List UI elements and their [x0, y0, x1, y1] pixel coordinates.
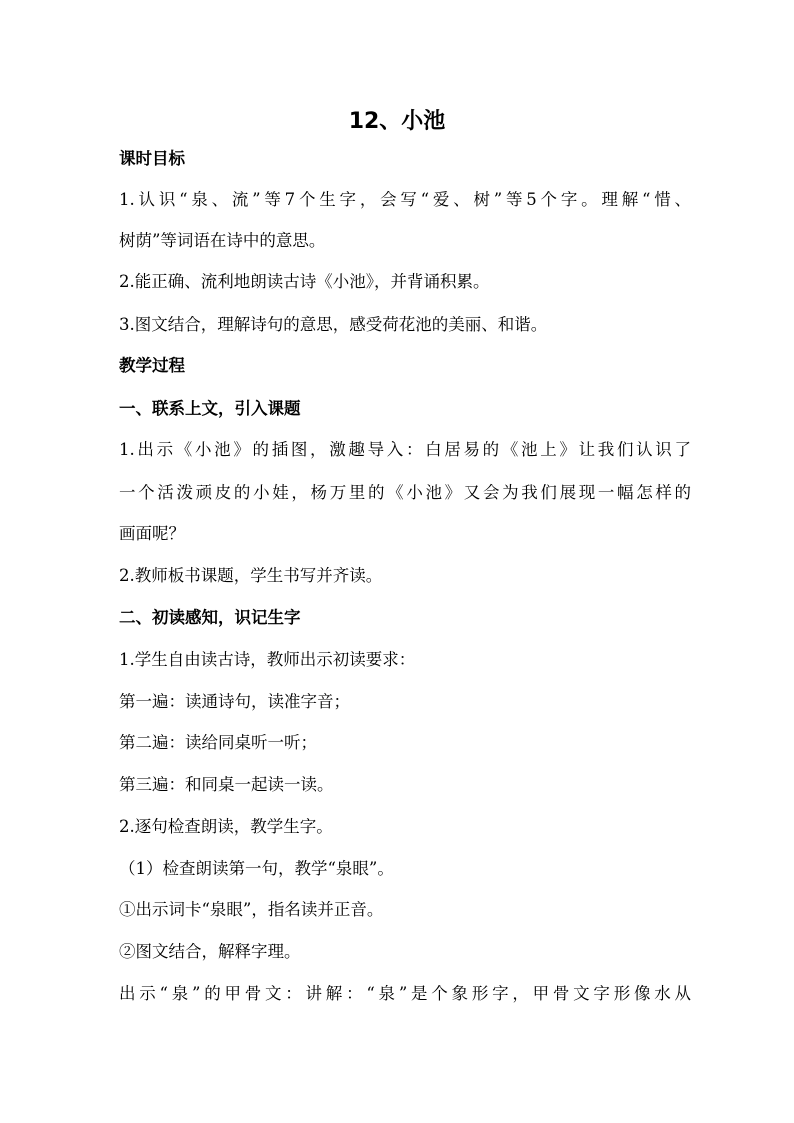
step-1-heading: 一、联系上文，引入课题 [119, 399, 301, 418]
substep-1-point-2: ②图文结合，解释字理。 [119, 942, 301, 961]
section-heading-process: 教学过程 [119, 356, 185, 375]
step-1-item-1-line-1: 1.出示《小池》的插图，激趣导入：白居易的《池上》让我们认识了 [119, 440, 691, 459]
oracle-bone-explanation: 出示“泉”的甲骨文：讲解：“泉”是个象形字，甲骨文字形像水从 [119, 984, 691, 1003]
objective-1-line-2: 树荫”等词语在诗中的意思。 [119, 231, 326, 250]
objective-1-line-1: 1.认识“泉、流”等7个生字，会写“爱、树”等5个字。理解“惜、 [119, 190, 691, 209]
step-1-item-1-line-2: 一个活泼顽皮的小娃，杨万里的《小池》又会为我们展现一幅怎样的 [119, 483, 691, 502]
reading-pass-2: 第二遍：读给同桌听一听； [119, 733, 317, 752]
objective-3: 3.图文结合，理解诗句的意思，感受荷花池的美丽、和谐。 [119, 315, 548, 334]
objective-2: 2.能正确、流利地朗读古诗《小池》，并背诵积累。 [119, 272, 490, 291]
step-1-item-2: 2.教师板书课题，学生书写并齐读。 [119, 566, 383, 585]
substep-1: （1）检查朗读第一句，教学“泉眼”。 [119, 859, 394, 878]
reading-pass-1: 第一遍：读通诗句，读准字音； [119, 692, 350, 711]
substep-1-point-1: ①出示词卡“泉眼”，指名读并正音。 [119, 900, 384, 919]
section-heading-objectives: 课时目标 [119, 149, 185, 168]
step-1-item-1-line-3: 画面呢？ [119, 524, 185, 543]
step-2-item-1: 1.学生自由读古诗，教师出示初读要求： [119, 650, 416, 669]
step-2-item-2: 2.逐句检查朗读，教学生字。 [119, 817, 333, 836]
step-2-heading: 二、初读感知，识记生字 [119, 608, 301, 627]
reading-pass-3: 第三遍：和同桌一起读一读。 [119, 775, 334, 794]
page-title: 12、小池 [348, 109, 446, 134]
